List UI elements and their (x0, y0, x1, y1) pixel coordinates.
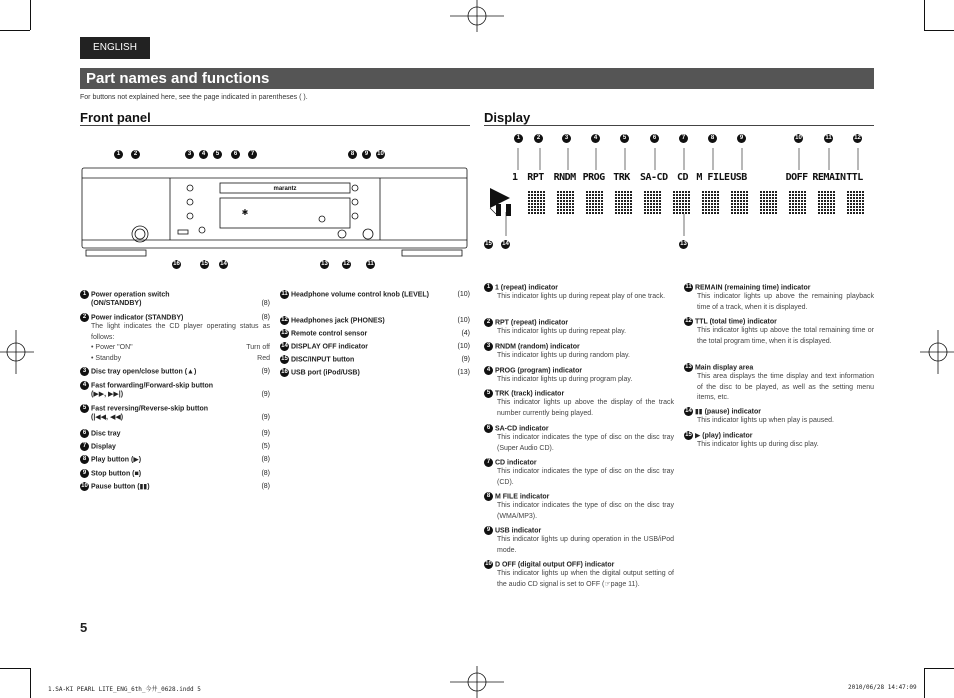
callout-number: 4 (591, 134, 600, 143)
callout-number: 14 (685, 408, 692, 414)
callout-number: 1 (514, 134, 523, 143)
callout-number: 4 (484, 366, 493, 375)
crop-mark (30, 0, 31, 30)
display-item (684, 431, 874, 451)
display-digit (818, 190, 836, 214)
callout-number: 8 (80, 455, 89, 464)
display-item-title: Main display area (694, 364, 754, 372)
display-indicator-label: M FILE (696, 172, 730, 183)
page-reference: (9) (261, 414, 270, 421)
display-digit (847, 190, 865, 214)
part-item (280, 290, 470, 299)
display-item (484, 342, 674, 362)
display-digit (586, 190, 604, 214)
display-indicator-label: USB (730, 172, 747, 183)
page-reference: (9) (261, 368, 270, 375)
callout-number: 2 (131, 150, 140, 159)
callout-number: 12 (685, 318, 692, 324)
display-heading: Display (484, 110, 531, 125)
callout-number: 16 (281, 369, 288, 375)
display-item-title: SA-CD indicator (494, 425, 549, 433)
display-item (684, 407, 874, 427)
display-item-title: USB indicator (494, 527, 542, 535)
part-title: Play button (▶) (90, 456, 142, 464)
display-item-title: D OFF (digital output OFF) indicator (494, 561, 615, 569)
part-subtitle: (ON/STANDBY) (91, 300, 142, 308)
callout-number: 11 (367, 261, 374, 267)
page-reference: (9) (261, 391, 270, 398)
part-item (80, 381, 270, 399)
display-item-title: 1 (repeat) indicator (494, 284, 558, 292)
display-item-title: RNDM (random) indicator (494, 343, 580, 351)
callout-number: 11 (281, 291, 288, 297)
crop-mark (0, 30, 30, 31)
display-item-description: This indicator lights up during program play. (497, 376, 633, 383)
display-digit (557, 190, 575, 214)
part-title: Remote control sensor (290, 330, 368, 338)
callout-number: 15 (685, 432, 692, 438)
callout-number: 13 (680, 241, 687, 247)
page-reference: (8) (261, 314, 270, 321)
divider (484, 125, 874, 126)
page-reference: (8) (261, 483, 270, 490)
callout-number: 12 (854, 135, 861, 141)
display-item-description: This indicator lights up above the display of the track number currently being played. (497, 399, 674, 417)
callout-number: 5 (213, 150, 222, 159)
display-item (484, 458, 674, 488)
part-subtitle: (▶▶, ▶▶|) (91, 391, 124, 399)
callout-number: 13 (321, 261, 328, 267)
callout-number: 16 (173, 261, 180, 267)
callout-number: 9 (737, 134, 746, 143)
callout-number: 11 (825, 135, 832, 141)
callout-number: 9 (80, 469, 89, 478)
page-reference: (13) (457, 369, 470, 376)
part-item (80, 469, 270, 478)
callout-number: 2 (484, 318, 493, 327)
display-item-title: ▶ (play) indicator (694, 432, 753, 440)
part-item (280, 342, 470, 351)
callout-number: 10 (795, 135, 802, 141)
page-title: Part names and functions (86, 70, 270, 87)
part-title: DISPLAY OFF indicator (290, 343, 368, 351)
part-heading (280, 342, 470, 351)
callout-number: 6 (484, 424, 493, 433)
part-item (80, 455, 270, 464)
display-item-heading (684, 363, 874, 372)
display-item-description: This indicator lights up during operation in the USB/iPod mode. (497, 536, 674, 554)
display-item-heading (484, 342, 674, 351)
callout-number: 13 (281, 330, 288, 336)
display-digit (615, 190, 633, 214)
callout-number: 12 (281, 317, 288, 323)
display-item (484, 526, 674, 556)
display-item-title: REMAIN (remaining time) indicator (694, 284, 811, 292)
intro-text: For buttons not explained here, see the page indicated in parentheses ( ). (80, 94, 308, 101)
callout-number: 9 (484, 526, 493, 535)
callout-number: 8 (708, 134, 717, 143)
crop-mark (924, 0, 925, 30)
part-description: The light indicates the CD player operating status as follows: (91, 323, 270, 341)
page-reference: (8) (261, 470, 270, 477)
callout-number: 10 (81, 483, 88, 489)
display-item-description: This indicator lights up during repeat play of one track. (497, 293, 666, 300)
display-item-title: M FILE indicator (494, 493, 550, 501)
pause-indicator-icon (496, 204, 501, 216)
crop-mark (30, 668, 31, 698)
part-item (80, 442, 270, 451)
display-item-heading (484, 389, 674, 398)
registration-mark (450, 0, 504, 32)
callout-number: 6 (650, 134, 659, 143)
part-title: Disc tray open/close button (▲) (90, 368, 197, 376)
display-item (684, 317, 874, 347)
part-item (280, 355, 470, 364)
part-heading (280, 290, 470, 299)
callout-number: 14 (502, 241, 509, 247)
page-title-bar (80, 68, 874, 89)
display-item-description: This indicator lights up above the remaining playback time of a track, when it is displayed. (697, 293, 874, 311)
display-digit (673, 190, 691, 214)
callout-number: 14 (281, 343, 288, 349)
display-item (484, 366, 674, 386)
bullet-label: • Power "ON" (91, 344, 133, 352)
page-reference: (10) (457, 291, 470, 298)
callout-number: 3 (484, 342, 493, 351)
page-reference: (10) (457, 343, 470, 350)
callout-number: 1 (484, 283, 493, 292)
display-item-heading (484, 526, 674, 535)
part-title: Display (90, 443, 116, 451)
display-indicator-label: TRK (613, 172, 630, 183)
part-heading (280, 316, 470, 325)
part-title: USB port (iPod/USB) (290, 369, 360, 377)
front-panel-illustration (80, 158, 470, 268)
part-heading (80, 313, 270, 322)
part-title: Power indicator (STANDBY) (90, 314, 184, 322)
language-tab: ENGLISH (80, 37, 150, 59)
callout-number: 9 (362, 150, 371, 159)
callout-number: 7 (248, 150, 257, 159)
display-item-description: This indicator lights up when play is paused. (697, 417, 834, 424)
part-heading (80, 455, 270, 464)
crop-mark (924, 30, 954, 31)
display-item-title: ▮▮ (pause) indicator (694, 408, 761, 416)
display-item-description: This indicator indicates the type of disc on the disc tray (WMA/MP3). (497, 502, 674, 520)
display-indicator-label: CD (677, 172, 689, 183)
page-reference: (8) (261, 456, 270, 463)
display-indicator-label: REMAIN (812, 172, 846, 183)
callout-number: 2 (80, 313, 89, 322)
part-title: Headphones jack (PHONES) (290, 317, 385, 325)
part-heading (80, 442, 270, 451)
part-heading (80, 381, 270, 390)
page-reference: (5) (261, 443, 270, 450)
display-item-title: RPT (repeat) indicator (494, 319, 569, 327)
part-heading (80, 482, 270, 491)
callout-number: 5 (80, 404, 89, 413)
display-item-heading (484, 283, 674, 292)
display-item-description: This indicator lights up during random play. (497, 352, 630, 359)
part-title: Headphone volume control knob (LEVEL) (290, 291, 430, 299)
footer-timestamp: 2010/06/28 14:47:09 (848, 684, 917, 691)
display-item (684, 363, 874, 404)
part-heading (80, 290, 270, 299)
part-heading (280, 368, 470, 377)
callout-number: 15 (485, 241, 492, 247)
callout-number: 3 (185, 150, 194, 159)
callout-number: 10 (485, 561, 492, 567)
callout-number: 2 (534, 134, 543, 143)
callout-number: 6 (80, 429, 89, 438)
callout-number: 15 (281, 356, 288, 362)
callout-number: 3 (562, 134, 571, 143)
callout-number: 13 (685, 364, 692, 370)
callout-number: 4 (80, 381, 89, 390)
display-indicator-label: DOFF (785, 172, 808, 183)
bullet-row (91, 354, 270, 365)
part-item (280, 368, 470, 377)
display-item-description: This indicator indicates the type of disc on the disc tray (Super Audio CD). (497, 434, 674, 452)
display-item-heading (684, 407, 874, 416)
crop-mark (0, 668, 30, 669)
callout-number: 1 (114, 150, 123, 159)
display-digit (731, 190, 749, 214)
part-title: Pause button (▮▮) (90, 483, 150, 491)
display-item (484, 283, 674, 303)
display-item-title: TTL (total time) indicator (694, 318, 777, 326)
svg-text:✱: ✱ (241, 208, 249, 217)
page-reference: (8) (261, 300, 270, 307)
page-reference: (9) (261, 430, 270, 437)
part-title: Fast reversing/Reverse-skip button (90, 405, 209, 413)
display-indicator-label: RNDM (553, 172, 576, 183)
display-digit (644, 190, 662, 214)
display-item-description: This indicator indicates the type of disc on the disc tray (CD). (497, 468, 674, 486)
registration-mark (450, 666, 504, 698)
part-title: Fast forwarding/Forward-skip button (90, 382, 214, 390)
page-reference: (10) (457, 317, 470, 324)
part-heading (280, 329, 470, 338)
display-item (484, 318, 674, 338)
part-title: DISC/INPUT button (290, 356, 355, 364)
part-heading (80, 404, 270, 413)
callout-number: 7 (679, 134, 688, 143)
part-item (80, 429, 270, 438)
crop-mark (924, 668, 954, 669)
callout-number: 7 (80, 442, 89, 451)
part-heading (80, 469, 270, 478)
part-item (280, 329, 470, 338)
callout-number: 5 (620, 134, 629, 143)
display-indicator-label: SA-CD (640, 172, 668, 183)
page-number: 5 (80, 620, 88, 635)
brand-logo: marantz (273, 186, 297, 192)
display-item (484, 424, 674, 454)
part-title: Power operation switch (90, 291, 170, 299)
callout-number: 11 (685, 284, 692, 290)
display-digit (789, 190, 807, 214)
display-item (484, 389, 674, 419)
display-item-heading (684, 283, 874, 292)
callout-number: 15 (201, 261, 208, 267)
part-item (80, 367, 270, 376)
display-indicator-label: TTL (846, 172, 863, 183)
display-item-description: This area displays the time display and text information of the disc to be played, as well as the setting menu items, etc. (697, 373, 874, 401)
display-digit (702, 190, 720, 214)
crop-mark (924, 668, 925, 698)
callout-number: 7 (484, 458, 493, 467)
display-item-title: TRK (track) indicator (494, 390, 565, 398)
display-item-heading (484, 492, 674, 501)
callout-number: 14 (220, 261, 227, 267)
part-item (80, 404, 270, 422)
footer-file: 1.SA-KI PEARL LITE_ENG_6th_今井_0628.indd 5 (48, 686, 201, 693)
part-item (80, 313, 270, 364)
display-item-heading (484, 318, 674, 327)
registration-mark (920, 330, 954, 374)
page-reference: (9) (461, 356, 470, 363)
display-digit (760, 190, 778, 214)
display-item-description: This indicator lights up above the total remaining time or the total program time, when it is displayed. (697, 327, 874, 345)
display-item-description: This indicator lights up during disc play. (697, 441, 819, 448)
display-item-description: This indicator lights up during repeat play. (497, 328, 627, 335)
display-item-heading (484, 424, 674, 433)
part-item (80, 290, 270, 308)
display-item (684, 283, 874, 313)
display-indicator-label: RPT (527, 172, 544, 183)
part-item (80, 482, 270, 491)
part-item (280, 316, 470, 325)
callout-number: 10 (377, 151, 384, 157)
display-item-heading (484, 458, 674, 467)
bullet-value: Red (257, 354, 270, 362)
display-indicator-label: PROG (582, 172, 605, 183)
display-item (484, 492, 674, 522)
bullet-value: Turn off (246, 344, 270, 352)
part-heading (280, 355, 470, 364)
callout-number: 5 (484, 389, 493, 398)
callout-number: 3 (80, 367, 89, 376)
callout-number: 12 (343, 261, 350, 267)
callout-number: 4 (199, 150, 208, 159)
display-item-heading (484, 366, 674, 375)
display-item (484, 560, 674, 590)
display-item-heading (484, 560, 674, 569)
display-item-heading (684, 317, 874, 326)
display-item-description: This indicator lights up when the digital output setting of the audio CD signal is set to OFF (☞page 11). (497, 570, 674, 588)
page-reference: (4) (461, 330, 470, 337)
part-subtitle: (|◀◀, ◀◀) (91, 414, 124, 422)
display-indicator-label: 1 (512, 172, 518, 183)
callout-number: 8 (484, 492, 493, 501)
callout-number: 6 (231, 150, 240, 159)
part-title: Disc tray (90, 430, 121, 438)
part-title: Stop button (■) (90, 470, 142, 478)
display-item-heading (684, 431, 874, 440)
display-item-title: PROG (program) indicator (494, 367, 583, 375)
bullet-label: • Standby (91, 354, 122, 362)
registration-mark (0, 330, 34, 374)
display-digit (528, 190, 546, 214)
part-heading (80, 429, 270, 438)
part-heading (80, 367, 270, 376)
callout-number: 8 (348, 150, 357, 159)
callout-number: 1 (80, 290, 89, 299)
front-panel-heading: Front panel (80, 110, 151, 125)
bullet-row (91, 343, 270, 354)
divider (80, 125, 470, 126)
display-item-title: CD indicator (494, 459, 537, 467)
